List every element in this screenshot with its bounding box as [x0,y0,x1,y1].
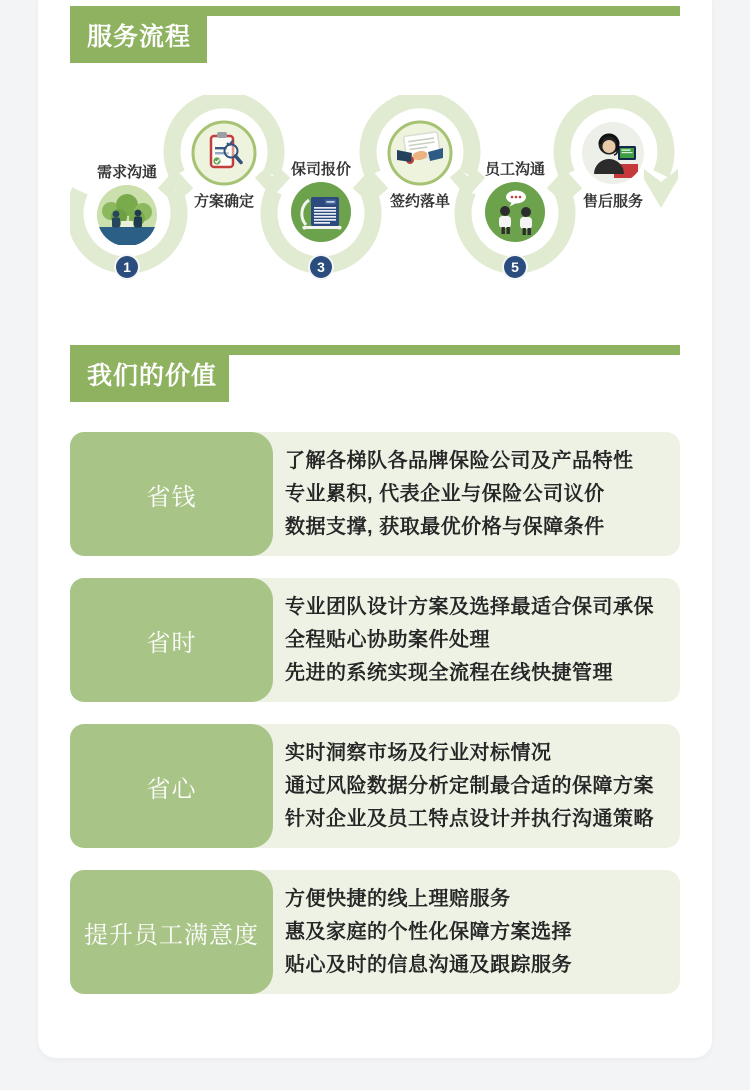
quote-laptop-icon [291,182,351,242]
step-label-6: 售后服务 [582,193,643,210]
value-card-line: 全程贴心协助案件处理 [285,628,490,651]
handshake-icon [387,120,453,186]
value-card-line: 通过风险数据分析定制最合适的保障方案 [285,774,654,797]
value-card-line: 专业累积, 代表企业与保险公司议价 [285,482,605,505]
process-section-title: 服务流程 [70,6,207,63]
value-card-line: 数据支撑, 获取最优价格与保障条件 [285,515,605,538]
value-card-line: 方便快捷的线上理赔服务 [285,887,511,910]
value-card-line: 贴心及时的信息沟通及跟踪服务 [285,953,572,976]
people-meeting-icon [97,185,157,245]
value-card-label: 提升员工满意度 [70,870,273,994]
support-agent-icon [580,120,646,186]
value-card-save-time [70,578,680,702]
step-label-5: 员工沟通 [484,161,545,178]
step-label-1: 需求沟通 [96,164,157,181]
step-label-2: 方案确定 [193,193,254,210]
value-card-line: 实时洞察市场及行业对标情况 [285,741,552,764]
step-number-badge: 1 [114,254,140,280]
content-card [38,0,712,1058]
step-number-badge: 5 [502,254,528,280]
value-card-label: 省时 [70,578,273,702]
value-card-label: 省钱 [70,432,273,556]
process-section-header [70,6,680,63]
values-section-title: 我们的价值 [70,345,229,402]
step-label-3: 保司报价 [290,161,351,178]
values-section-header [70,345,680,402]
step-number-badge: 3 [308,254,334,280]
value-card-line: 先进的系统实现全流程在线快捷管理 [285,661,613,684]
value-card-label: 省心 [70,724,273,848]
chat-people-icon [485,182,545,242]
value-card-line: 专业团队设计方案及选择最适合保司承保 [285,595,654,618]
step-label-4: 签约落单 [389,193,450,210]
service-flow-diagram [70,95,682,300]
value-card-line: 惠及家庭的个性化保障方案选择 [285,920,572,943]
value-card-line: 针对企业及员工特点设计并执行沟通策略 [285,807,654,830]
document-check-icon [191,120,257,186]
value-card-employee-satisfaction [70,870,680,994]
value-card-save-money [70,432,680,556]
value-card-peace-of-mind [70,724,680,848]
value-card-line: 了解各梯队各品牌保险公司及产品特性 [285,449,634,472]
